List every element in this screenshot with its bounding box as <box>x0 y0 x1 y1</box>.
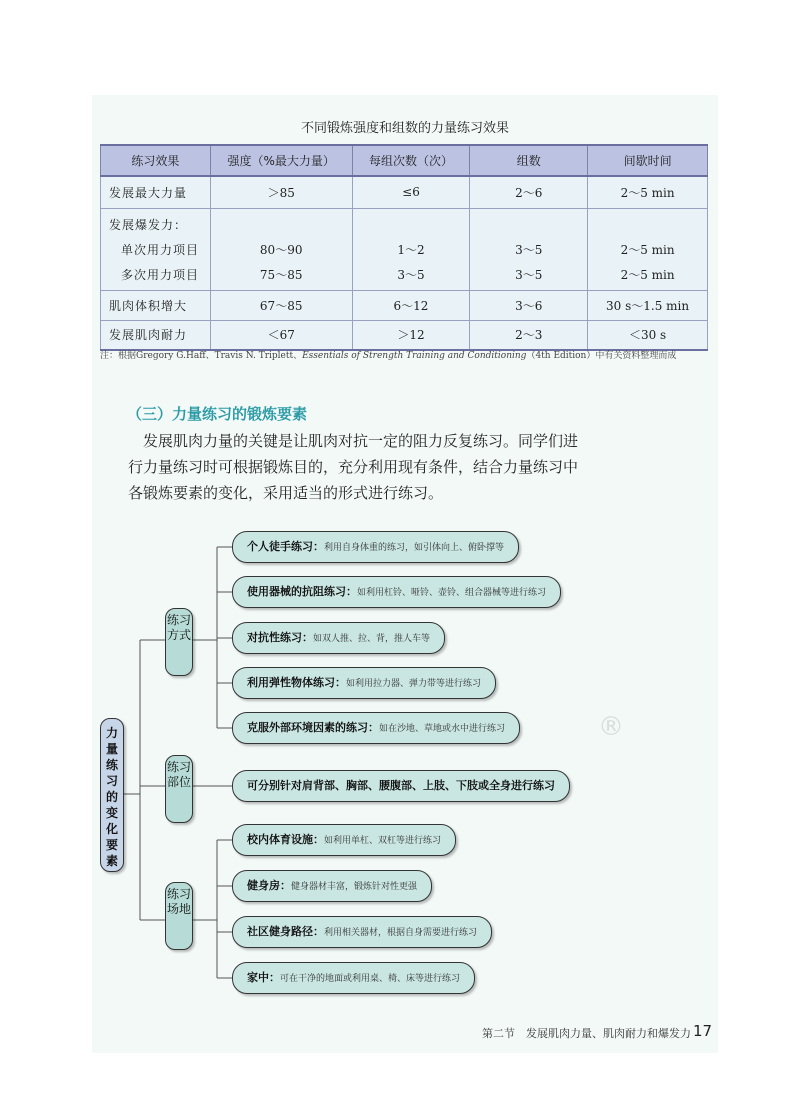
paragraph-text: 发展肌肉力量的关键是让肌肉对抗一定的阻力反复练习。同学们进行力量练习时可根据锻炼目的，充分利用现有条件，结合力量练习中各锻炼要素的变化，采用适当的形式进行练习。 <box>128 432 579 502</box>
leaf-desc: 如双人推、拉、背，推人车等 <box>313 634 431 644</box>
note-book-title: Essentials of Strength Training and Conditioning <box>302 351 527 361</box>
cell-value: 2～5 min <box>620 242 675 257</box>
header-rest: 间歇时间 <box>588 145 708 176</box>
leaf-label: 利用弹性物体练习： <box>247 676 346 689</box>
category-exercise-venue: 练习场地 <box>165 882 193 950</box>
cell-effect: 发展最大力量 <box>101 176 211 208</box>
leaf-environment-exercise <box>232 712 520 744</box>
header-intensity: 强度（%最大力量） <box>210 145 352 176</box>
table-row <box>101 176 708 208</box>
cell-value: 3～5 <box>515 267 543 282</box>
cell-sets: 3～6 <box>470 290 588 320</box>
cell-intensity: 67～85 <box>210 290 352 320</box>
table-header-row <box>101 145 708 176</box>
leaf-label: 可分别针对肩背部、胸部、腰腹部、上肢、下肢或全身进行练习 <box>247 779 555 792</box>
leaf-school-facilities <box>232 824 456 856</box>
cell-intensity: ＞85 <box>210 176 352 208</box>
leaf-label: 家中： <box>247 971 280 984</box>
leaf-bodyweight-exercise <box>232 531 519 563</box>
cell-sets <box>470 208 588 290</box>
header-sets: 组数 <box>470 145 588 176</box>
leaf-desc: 可在干净的地面或利用桌、椅、床等进行练习 <box>280 974 461 984</box>
mind-map-root: 力量练习的变化要素 <box>100 718 124 872</box>
cell-effect-main: 发展爆发力： <box>109 217 188 232</box>
leaf-label: 校内体育设施： <box>247 833 324 846</box>
table-row <box>101 208 708 290</box>
cell-rest: ＜30 s <box>588 320 708 350</box>
section-paragraph <box>128 428 578 506</box>
watermark: ® <box>598 712 624 742</box>
training-effect-table <box>100 144 708 351</box>
header-effect: 练习效果 <box>101 145 211 176</box>
cell-value: 2～5 min <box>620 267 675 282</box>
leaf-desc: 如利用拉力器、弹力带等进行练习 <box>346 679 482 689</box>
section-title: （三）力量练习的锻炼要素 <box>127 405 308 423</box>
table-note <box>100 348 676 361</box>
header-reps: 每组次数（次） <box>352 145 470 176</box>
category-exercise-method: 练习方式 <box>165 608 193 676</box>
cell-reps <box>352 208 470 290</box>
leaf-label: 克服外部环境因素的练习： <box>247 721 379 734</box>
cell-rest <box>588 208 708 290</box>
cell-effect-sub: 单次用力项目 <box>121 242 200 257</box>
leaf-desc: 健身器材丰富，锻炼针对性更强 <box>291 882 418 892</box>
leaf-label: 使用器械的抗阻练习： <box>247 585 357 598</box>
leaf-label: 健身房： <box>247 879 291 892</box>
cell-intensity <box>210 208 352 290</box>
leaf-desc: 如利用杠铃、哑铃、壶铃、组合器械等进行练习 <box>357 588 547 598</box>
cell-reps: ＞12 <box>352 320 470 350</box>
cell-effect: 肌肉体积增大 <box>101 290 211 320</box>
leaf-label: 个人徒手练习： <box>247 540 324 553</box>
cell-sets: 2～3 <box>470 320 588 350</box>
cell-sets: 2～6 <box>470 176 588 208</box>
cell-rest: 2～5 min <box>588 176 708 208</box>
category-exercise-body-part: 练习部位 <box>165 755 193 823</box>
leaf-home <box>232 962 475 994</box>
leaf-label: 社区健身路径： <box>247 925 324 938</box>
leaf-desc: 如利用单杠、双杠等进行练习 <box>324 836 442 846</box>
cell-reps: ≤6 <box>352 176 470 208</box>
leaf-desc: 利用自身体重的练习，如引体向上、俯卧撑等 <box>324 543 505 553</box>
cell-value: 75～85 <box>259 267 303 282</box>
leaf-body-parts <box>232 770 570 802</box>
page-footer: 第二节 发展肌肉力量、肌肉耐力和爆发力 <box>482 1027 691 1040</box>
cell-value: 3～5 <box>397 267 425 282</box>
leaf-desc: 利用相关器材，根据自身需要进行练习 <box>324 928 478 938</box>
leaf-community-fitness-path <box>232 916 492 948</box>
cell-effect <box>101 208 211 290</box>
mind-map <box>92 515 718 1015</box>
leaf-desc: 如在沙地、草地或水中进行练习 <box>379 724 506 734</box>
cell-intensity: ＜67 <box>210 320 352 350</box>
leaf-elastic-exercise <box>232 667 496 699</box>
page-number: 17 <box>693 1022 713 1040</box>
note-prefix: 注：根据Gregory G.Haff、Travis N. Triplett、 <box>100 351 303 361</box>
leaf-partner-resistance <box>232 622 445 654</box>
table-title: 不同锻炼强度和组数的力量练习效果 <box>300 121 509 136</box>
cell-effect-sub: 多次用力项目 <box>121 267 200 282</box>
cell-value: 1～2 <box>397 242 425 257</box>
cell-reps: 6～12 <box>352 290 470 320</box>
note-suffix: （4th Edition）中有关资料整理而成 <box>526 351 677 361</box>
cell-effect: 发展肌肉耐力 <box>101 320 211 350</box>
cell-rest: 30 s～1.5 min <box>588 290 708 320</box>
leaf-gym <box>232 870 432 902</box>
table-row <box>101 290 708 320</box>
cell-value: 3～5 <box>515 242 543 257</box>
cell-value: 80～90 <box>259 242 303 257</box>
table-row <box>101 320 708 350</box>
leaf-equipment-resistance <box>232 576 561 608</box>
leaf-label: 对抗性练习： <box>247 631 313 644</box>
